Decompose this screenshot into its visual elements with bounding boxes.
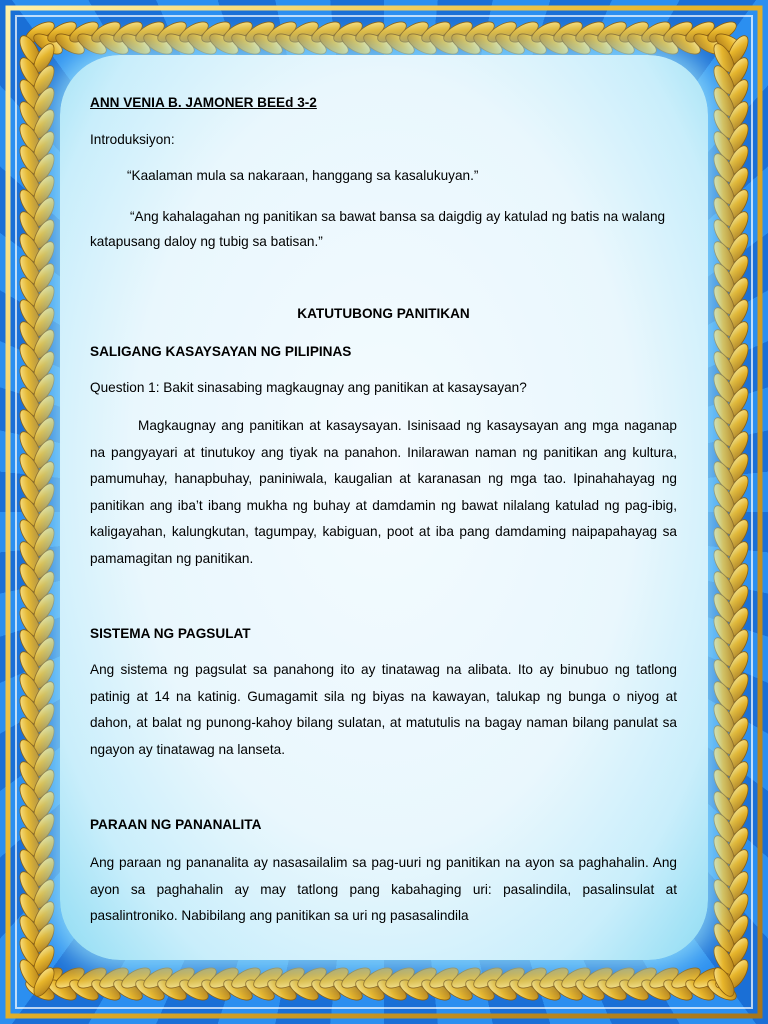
sistema-paragraph: Ang sistema ng pagsulat sa panahong ito ay tinatawag na alibata. Ito ay binubuo ng tatlong patinig at 14 na katinig. Gumagamit sila ng biyas na kawayan, talukap ng bunga o niyog at dahon, at balat ng punong-kahoy bilang sulatan, at matutulis na bagay naman bilang panulat sa ngayon ay tinatawag na lanseta. <box>90 662 677 757</box>
heading-saligang-kasaysayan: SALIGANG KASAYSAYAN NG PILIPINAS <box>90 344 352 359</box>
paraan-paragraph: Ang paraan ng pananalita ay nasasailalim sa pag-uuri ng panitikan na ayon sa paghahalin. Ang ayon sa paghahalin ay may tatlong pang kabahaging uri: pasalindila, pasalinsulat at pasalintroniko. Nabibilang ang panitikan sa uri ng pasasalindila <box>90 855 677 923</box>
heading-sistema-ng-pagsulat: SISTEMA NG PAGSULAT <box>90 626 251 641</box>
quote-first: “Kaalaman mula sa nakaraan, hanggang sa kasalukuyan.” <box>127 168 479 183</box>
question-one: Question 1: Bakit sinasabing magkaugnay ang panitikan at kasaysayan? <box>90 380 527 395</box>
heading-paraan-ng-pananalita: PARAAN NG PANANALITA <box>90 817 262 832</box>
quote-second: “Ang kahalagahan ng panitikan sa bawat bansa sa daigdig ay katulad ng batis na walang katapusang daloy ng tubig sa batisan.” <box>90 209 666 249</box>
answer-one-paragraph: Magkaugnay ang panitikan at kasaysayan. Isinisaad ng kasaysayan ang mga naganap na pangyayari at tinutukoy ang tiyak na panahon. Inilarawan naman ng panitikan ang kultura, pamumuhay, hanapbuhay, paniniwala, kaugalian at karanasan ng mga tao. Ipinahahayag ng panitikan ang iba’t ibang mukha ng buhay at damdamin ng bawat nilalang katulad ng pag-ibig, kaligayahan, kalungkutan, tagumpay, kabiguan, poot at iba pang damdaming naipapahayag sa pamamagitan ng panitikan. <box>90 418 677 566</box>
intro-label: Introduksiyon: <box>90 132 175 147</box>
section-title: KATUTUBONG PANITIKAN <box>297 306 470 321</box>
author-line: ANN VENIA B. JAMONER BEEd 3-2 <box>90 95 317 110</box>
